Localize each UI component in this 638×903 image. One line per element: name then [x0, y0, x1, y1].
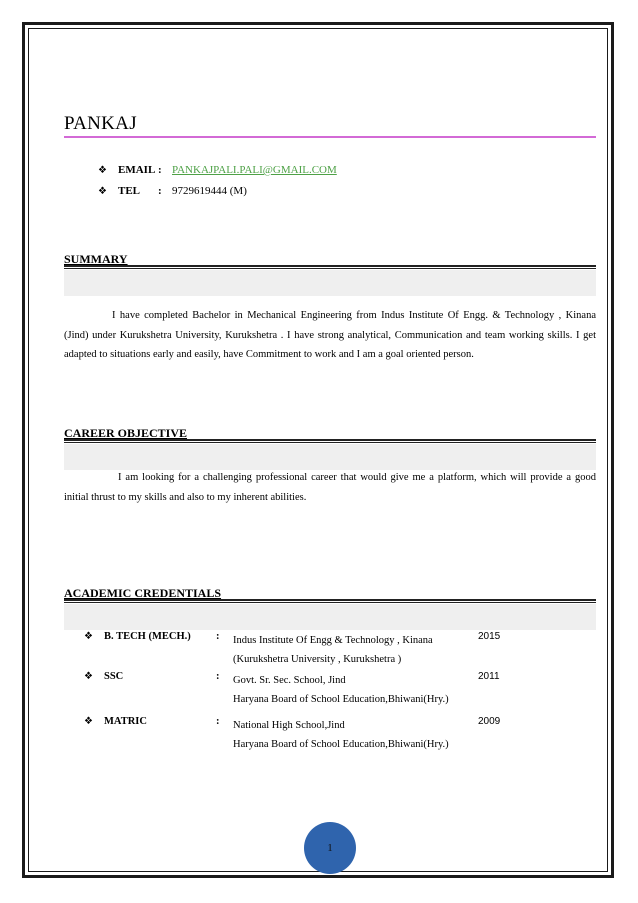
- objective-rule: [64, 439, 596, 443]
- year: 2009: [478, 716, 501, 727]
- page-number: 1: [327, 842, 333, 854]
- objective-shade-band: [64, 444, 596, 470]
- name-underline: [64, 136, 596, 138]
- diamond-bullet-icon: ❖: [84, 671, 93, 682]
- institution: [233, 716, 449, 754]
- summary-heading: SUMMARY: [64, 252, 128, 266]
- degree-colon: :: [216, 716, 220, 727]
- institution-line1: Govt. Sr. Sec. School, Jind: [233, 675, 346, 686]
- institution-line1: Indus Institute Of Engg & Technology , Kinana: [233, 635, 433, 646]
- tel-value: 9729619444 (M): [172, 185, 247, 197]
- summary-rule: [64, 265, 596, 269]
- degree-name: B. TECH (MECH.): [104, 631, 191, 642]
- summary-paragraph: [64, 306, 596, 365]
- summary-text: I have completed Bachelor in Mechanical Engineering from Indus Institute Of Engg. & Technology , Kinana (Jind) under Kurukshetra University, Kurukshetra . I have strong analytical, Communication and team working skills. I get adapted to situations early and easily, have Commitment to work and I am a goal oriented person.: [64, 310, 596, 360]
- summary-shade-band: [64, 270, 596, 296]
- diamond-bullet-icon: ❖: [84, 631, 93, 642]
- degree-name: SSC: [104, 671, 124, 682]
- email-label: EMAIL: [118, 164, 156, 176]
- academics-rule: [64, 599, 596, 603]
- institution-line2: Haryana Board of School Education,Bhiwani(Hry.): [233, 739, 449, 750]
- email-colon: :: [158, 164, 162, 176]
- institution-line1: National High School,Jind: [233, 720, 345, 731]
- candidate-name: PANKAJ: [64, 113, 137, 134]
- institution-line2: Haryana Board of School Education,Bhiwani(Hry.): [233, 694, 449, 705]
- academics-shade-band: [64, 604, 596, 630]
- tel-colon: :: [158, 185, 162, 197]
- objective-text: I am looking for a challenging professional career that would give me a platform, which will provide a good initial thrust to my skills and also to my inherent abilities.: [64, 472, 596, 503]
- diamond-bullet-icon: ❖: [84, 716, 93, 727]
- contact-tel-row: [98, 185, 247, 197]
- degree-colon: :: [216, 671, 220, 682]
- degree-name: MATRIC: [104, 716, 147, 727]
- contact-email-row: [98, 164, 337, 176]
- year: 2011: [478, 671, 500, 682]
- academics-heading: ACADEMIC CREDENTIALS: [64, 586, 222, 600]
- institution: [233, 631, 433, 669]
- email-link[interactable]: PANKAJPALI.PALI@GMAIL.COM: [172, 164, 337, 176]
- page-number-badge: [304, 822, 356, 874]
- institution: [233, 671, 449, 709]
- degree-colon: :: [216, 631, 220, 642]
- tel-label: TEL: [118, 185, 141, 197]
- objective-paragraph: [64, 468, 596, 507]
- institution-line2: (Kurukshetra University , Kurukshetra ): [233, 654, 402, 665]
- diamond-bullet-icon: ❖: [98, 164, 107, 176]
- year: 2015: [478, 631, 501, 642]
- diamond-bullet-icon: ❖: [98, 185, 107, 197]
- objective-heading: CAREER OBJECTIVE: [64, 426, 188, 440]
